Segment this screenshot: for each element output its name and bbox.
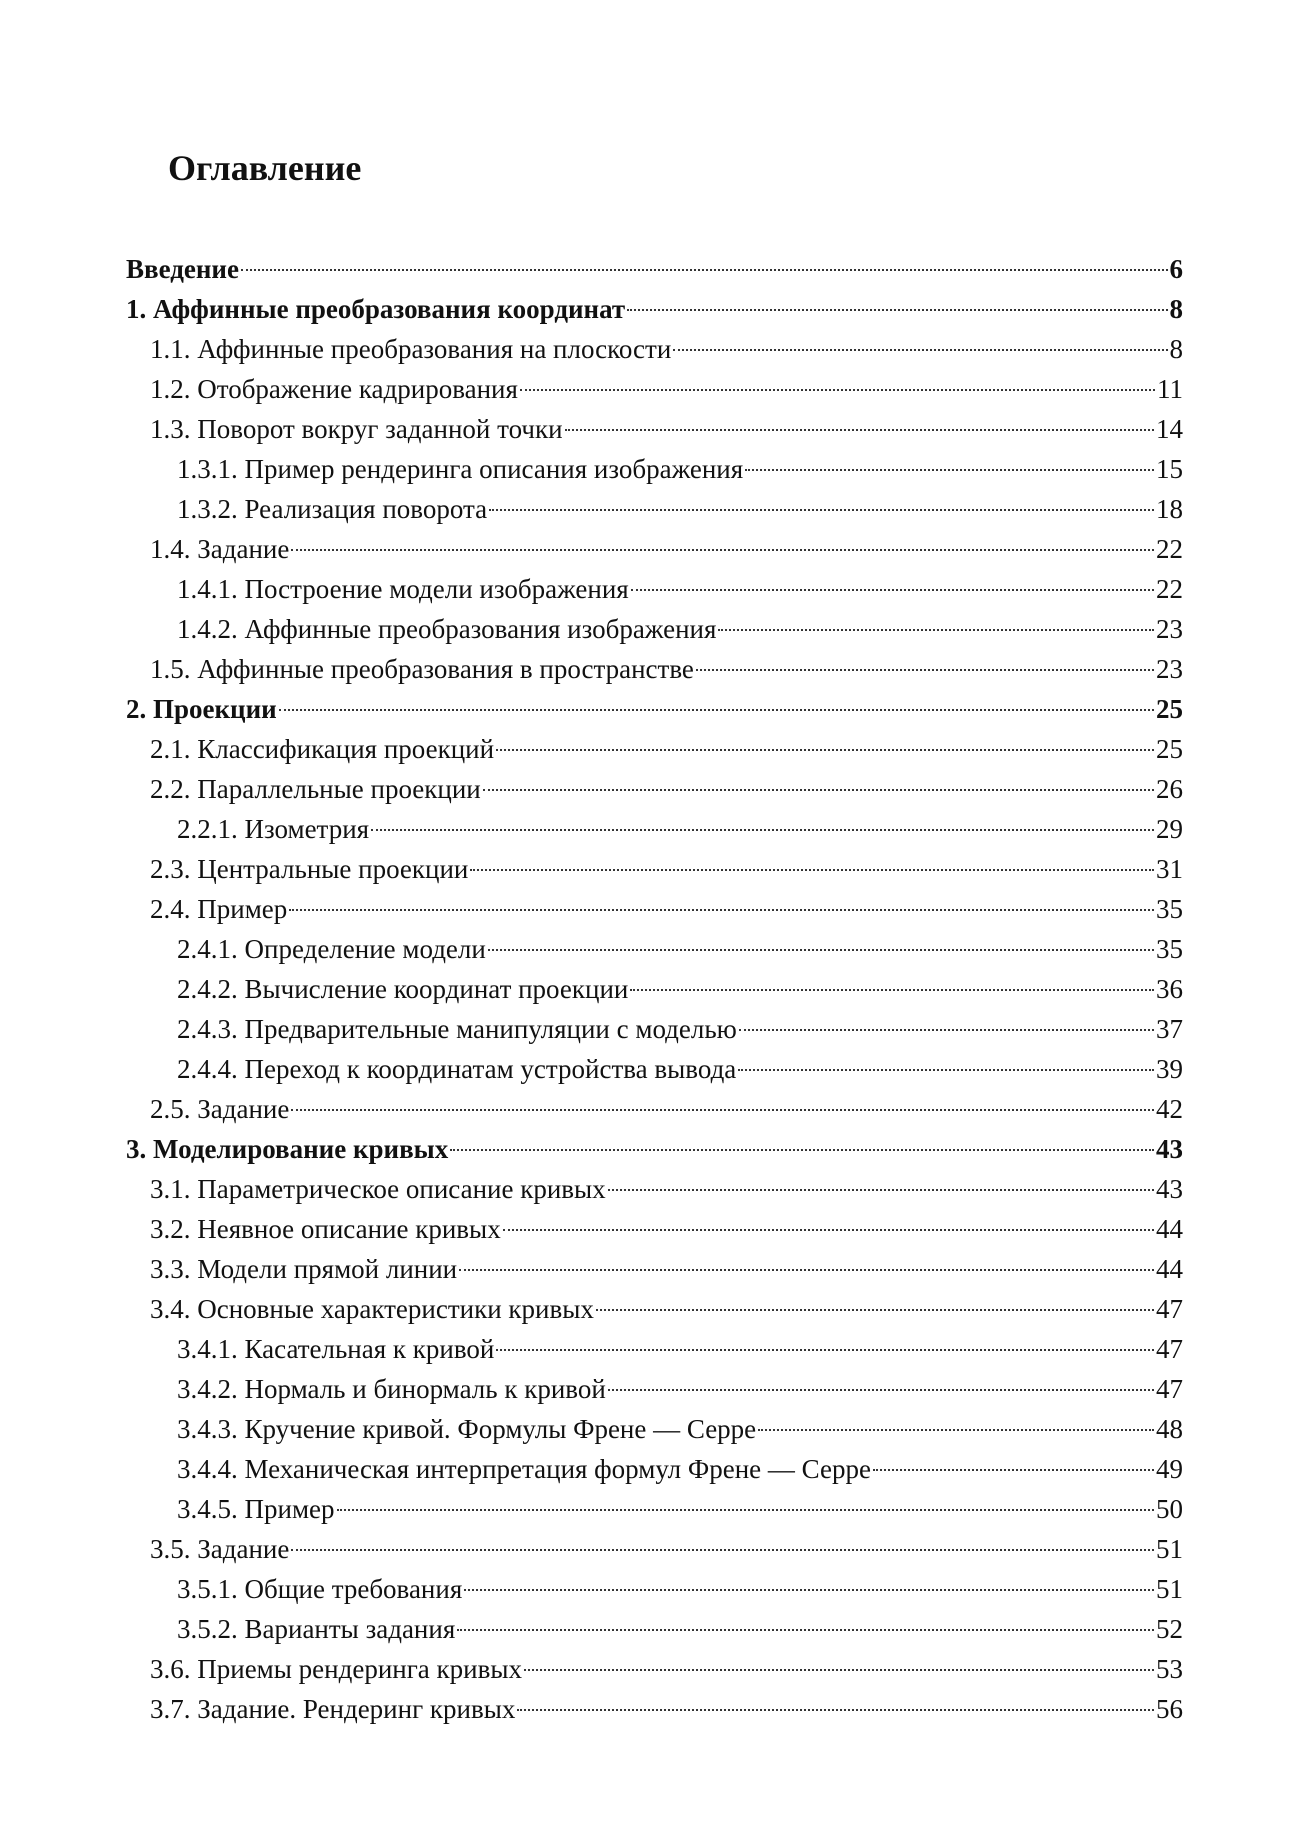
- toc-dot-leader: [483, 789, 1154, 791]
- toc-entry-label: 2.4.4. Переход к координатам устройства вывода: [177, 1054, 737, 1084]
- toc-dot-leader: [241, 269, 1168, 271]
- toc-dot-leader: [758, 1429, 1154, 1431]
- toc-entry-page-number: 22: [1156, 534, 1183, 564]
- toc-entry-label: 1.2. Отображение кадрирования: [150, 374, 518, 404]
- table-of-contents: [0, 249, 1307, 1729]
- toc-dot-leader: [608, 1189, 1154, 1191]
- toc-entry[interactable]: [150, 649, 1183, 689]
- toc-dot-leader: [279, 709, 1154, 711]
- toc-entry[interactable]: [150, 1249, 1183, 1289]
- toc-entry-label: 2.3. Центральные проекции: [150, 854, 469, 884]
- toc-entry[interactable]: [177, 969, 1183, 1009]
- toc-dot-leader: [524, 1669, 1154, 1671]
- toc-dot-leader: [459, 1269, 1154, 1271]
- toc-entry-label: 2.2. Параллельные проекции: [150, 774, 481, 804]
- toc-entry-label: 2.4. Пример: [150, 894, 288, 924]
- toc-entry[interactable]: [177, 1609, 1183, 1649]
- toc-entry[interactable]: [150, 1289, 1183, 1329]
- toc-entry-label: 3.4.3. Кручение кривой. Формулы Френе — Серре: [177, 1414, 757, 1444]
- toc-entry-page-number: 43: [1156, 1134, 1183, 1164]
- toc-entry-page-number: 37: [1156, 1014, 1183, 1044]
- toc-dot-leader: [739, 1029, 1154, 1031]
- toc-entry-label: 3.5.2. Варианты задания: [177, 1614, 456, 1644]
- toc-entry-page-number: 48: [1156, 1414, 1183, 1444]
- toc-dot-leader: [464, 1589, 1154, 1591]
- toc-entry-label: 3.2. Неявное описание кривых: [150, 1214, 501, 1244]
- toc-entry[interactable]: [177, 1569, 1183, 1609]
- page-title: Оглавление: [168, 148, 362, 188]
- toc-entry-label: 2.4.1. Определение модели: [177, 934, 486, 964]
- toc-entry[interactable]: [177, 569, 1183, 609]
- toc-entry[interactable]: [150, 849, 1183, 889]
- toc-entry-page-number: 31: [1156, 854, 1183, 884]
- toc-entry-label: 3.5. Задание: [150, 1534, 290, 1564]
- toc-entry-page-number: 18: [1156, 494, 1183, 524]
- toc-entry-label: 2.2.1. Изометрия: [177, 814, 370, 844]
- toc-entry-label: 2. Проекции: [126, 694, 277, 724]
- toc-entry-label: 3.4. Основные характеристики кривых: [150, 1294, 594, 1324]
- toc-dot-leader: [631, 589, 1154, 591]
- toc-entry[interactable]: [177, 1329, 1183, 1369]
- toc-entry[interactable]: [126, 289, 1183, 329]
- toc-entry-page-number: 8: [1169, 334, 1183, 364]
- toc-entry[interactable]: [126, 689, 1183, 729]
- toc-entry-label: 3.3. Модели прямой линии: [150, 1254, 458, 1284]
- toc-dot-leader: [627, 309, 1167, 311]
- toc-dot-leader: [371, 829, 1154, 831]
- toc-entry-label: 3.1. Параметрическое описание кривых: [150, 1174, 606, 1204]
- toc-entry-page-number: 39: [1156, 1054, 1183, 1084]
- toc-entry-label: 1. Аффинные преобразования координат: [126, 294, 626, 324]
- toc-dot-leader: [565, 429, 1154, 431]
- toc-entry-page-number: 8: [1169, 294, 1183, 324]
- toc-entry[interactable]: [177, 1409, 1183, 1449]
- toc-entry-page-number: 47: [1156, 1294, 1183, 1324]
- toc-entry-label: 1.5. Аффинные преобразования в пространстве: [150, 654, 694, 684]
- toc-dot-leader: [496, 749, 1154, 751]
- toc-entry-label: 3. Моделирование кривых: [126, 1134, 449, 1164]
- toc-entry[interactable]: [150, 889, 1183, 929]
- toc-entry[interactable]: [177, 929, 1183, 969]
- toc-dot-leader: [291, 549, 1154, 551]
- toc-entry[interactable]: [150, 1689, 1183, 1729]
- toc-entry[interactable]: [177, 1009, 1183, 1049]
- toc-entry-page-number: 47: [1156, 1334, 1183, 1364]
- toc-entry-page-number: 42: [1156, 1094, 1183, 1124]
- toc-entry-label: 1.1. Аффинные преобразования на плоскости: [150, 334, 672, 364]
- toc-entry-label: 2.4.2. Вычисление координат проекции: [177, 974, 629, 1004]
- toc-entry[interactable]: [150, 1169, 1183, 1209]
- toc-dot-leader: [673, 349, 1167, 351]
- toc-entry-label: 3.6. Приемы рендеринга кривых: [150, 1654, 522, 1684]
- toc-dot-leader: [489, 509, 1154, 511]
- toc-dot-leader: [291, 1109, 1154, 1111]
- toc-dot-leader: [488, 949, 1154, 951]
- toc-dot-leader: [520, 389, 1155, 391]
- toc-entry-page-number: 26: [1156, 774, 1183, 804]
- toc-entry-page-number: 23: [1156, 614, 1183, 644]
- toc-entry-label: 2.1. Классификация проекций: [150, 734, 495, 764]
- toc-entry[interactable]: [126, 249, 1183, 289]
- toc-entry-page-number: 36: [1156, 974, 1183, 1004]
- toc-entry[interactable]: [177, 809, 1183, 849]
- toc-dot-leader: [450, 1149, 1154, 1151]
- toc-entry-label: 3.4.5. Пример: [177, 1494, 335, 1524]
- toc-entry-page-number: 35: [1156, 894, 1183, 924]
- toc-entry-page-number: 52: [1156, 1614, 1183, 1644]
- toc-entry-page-number: 50: [1156, 1494, 1183, 1524]
- toc-entry-page-number: 43: [1156, 1174, 1183, 1204]
- toc-entry-label: 1.3.1. Пример рендеринга описания изображения: [177, 454, 744, 484]
- toc-entry[interactable]: [177, 449, 1183, 489]
- toc-entry[interactable]: [150, 1649, 1183, 1689]
- toc-entry-page-number: 51: [1156, 1534, 1183, 1564]
- toc-entry[interactable]: [150, 1529, 1183, 1569]
- toc-entry[interactable]: [150, 769, 1183, 809]
- toc-entry-label: 3.4.4. Механическая интерпретация формул Френе — Серре: [177, 1454, 871, 1484]
- toc-entry[interactable]: [177, 489, 1183, 529]
- toc-entry[interactable]: [150, 729, 1183, 769]
- toc-entry[interactable]: [177, 609, 1183, 649]
- toc-entry-page-number: 44: [1156, 1254, 1183, 1284]
- toc-entry-label: 3.4.1. Касательная к кривой: [177, 1334, 495, 1364]
- toc-entry-label: 3.4.2. Нормаль и бинормаль к кривой: [177, 1374, 606, 1404]
- toc-entry-label: 1.4.1. Построение модели изображения: [177, 574, 629, 604]
- toc-entry-page-number: 23: [1156, 654, 1183, 684]
- toc-entry-label: Введение: [126, 254, 239, 284]
- toc-entry[interactable]: [177, 1369, 1183, 1409]
- toc-entry[interactable]: [177, 1049, 1183, 1089]
- toc-dot-leader: [738, 1069, 1154, 1071]
- toc-dot-leader: [496, 1349, 1154, 1351]
- toc-dot-leader: [517, 1709, 1154, 1711]
- toc-entry[interactable]: [177, 1449, 1183, 1489]
- toc-entry[interactable]: [150, 529, 1183, 569]
- toc-entry-label: 1.4.2. Аффинные преобразования изображения: [177, 614, 717, 644]
- toc-entry-label: 2.5. Задание: [150, 1094, 290, 1124]
- toc-entry[interactable]: [150, 1089, 1183, 1129]
- toc-entry-page-number: 29: [1156, 814, 1183, 844]
- toc-dot-leader: [608, 1389, 1154, 1391]
- toc-dot-leader: [337, 1509, 1154, 1511]
- toc-entry-label: 1.3. Поворот вокруг заданной точки: [150, 414, 563, 444]
- toc-dot-leader: [873, 1469, 1154, 1471]
- toc-entry[interactable]: [150, 329, 1183, 369]
- toc-entry-page-number: 47: [1156, 1374, 1183, 1404]
- toc-entry-label: 1.4. Задание: [150, 534, 290, 564]
- toc-dot-leader: [457, 1629, 1154, 1631]
- toc-entry-page-number: 22: [1156, 574, 1183, 604]
- toc-entry[interactable]: [150, 369, 1183, 409]
- toc-entry[interactable]: [150, 409, 1183, 449]
- toc-dot-leader: [503, 1229, 1154, 1231]
- toc-entry-page-number: 44: [1156, 1214, 1183, 1244]
- toc-entry[interactable]: [177, 1489, 1183, 1529]
- toc-entry-page-number: 53: [1156, 1654, 1183, 1684]
- toc-dot-leader: [696, 669, 1154, 671]
- toc-dot-leader: [745, 469, 1154, 471]
- toc-entry-label: 3.7. Задание. Рендеринг кривых: [150, 1694, 516, 1724]
- toc-dot-leader: [291, 1549, 1154, 1551]
- toc-entry-page-number: 14: [1156, 414, 1183, 444]
- toc-entry-page-number: 51: [1156, 1574, 1183, 1604]
- toc-entry[interactable]: [126, 1129, 1183, 1169]
- toc-entry-page-number: 56: [1156, 1694, 1183, 1724]
- toc-entry-label: 3.5.1. Общие требования: [177, 1574, 463, 1604]
- toc-entry-page-number: 49: [1156, 1454, 1183, 1484]
- toc-dot-leader: [470, 869, 1154, 871]
- toc-dot-leader: [289, 909, 1154, 911]
- toc-dot-leader: [630, 989, 1154, 991]
- toc-dot-leader: [596, 1309, 1154, 1311]
- toc-entry-page-number: 25: [1156, 734, 1183, 764]
- toc-dot-leader: [718, 629, 1154, 631]
- toc-entry-page-number: 11: [1157, 374, 1183, 404]
- toc-entry-label: 2.4.3. Предварительные манипуляции с моделью: [177, 1014, 737, 1044]
- toc-entry-page-number: 15: [1156, 454, 1183, 484]
- toc-entry-label: 1.3.2. Реализация поворота: [177, 494, 488, 524]
- toc-entry[interactable]: [150, 1209, 1183, 1249]
- toc-entry-page-number: 35: [1156, 934, 1183, 964]
- toc-entry-page-number: 6: [1169, 254, 1183, 284]
- toc-entry-page-number: 25: [1156, 694, 1183, 724]
